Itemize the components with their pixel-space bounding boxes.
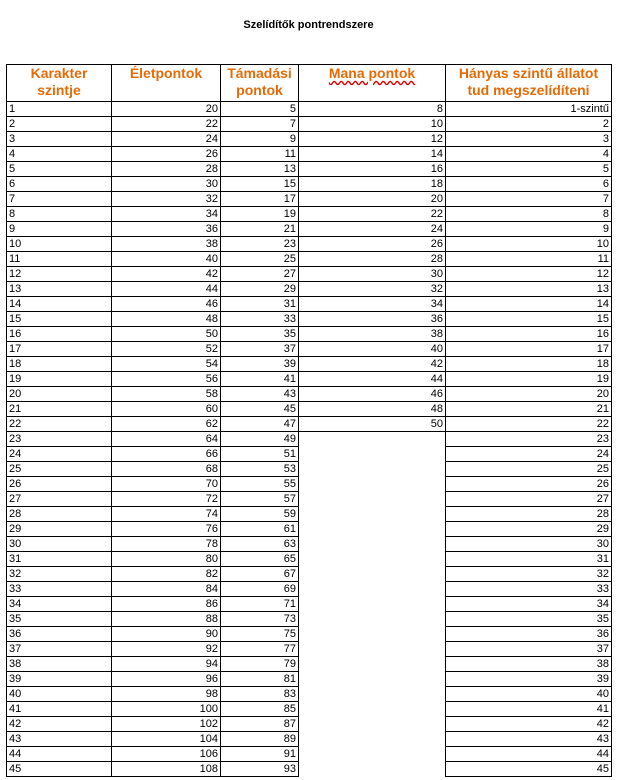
cell-mana: 20 <box>299 192 446 207</box>
cell-mana <box>299 657 446 672</box>
cell-tame: 5 <box>446 162 612 177</box>
table-row <box>7 177 612 192</box>
cell-tame: 24 <box>446 447 612 462</box>
cell-attack: 87 <box>221 717 299 732</box>
table-row <box>7 297 612 312</box>
header-tame: Hányas szintű állatot tud megszelídíteni <box>446 65 612 102</box>
cell-level: 25 <box>7 462 112 477</box>
cell-tame: 21 <box>446 402 612 417</box>
cell-level: 20 <box>7 387 112 402</box>
cell-attack: 79 <box>221 657 299 672</box>
cell-level: 23 <box>7 432 112 447</box>
cell-level: 36 <box>7 627 112 642</box>
cell-mana <box>299 522 446 537</box>
cell-hp: 104 <box>112 732 221 747</box>
cell-mana: 38 <box>299 327 446 342</box>
cell-attack: 25 <box>221 252 299 267</box>
cell-tame: 20 <box>446 387 612 402</box>
cell-hp: 62 <box>112 417 221 432</box>
table-row <box>7 672 612 687</box>
cell-tame: 4 <box>446 147 612 162</box>
cell-level: 2 <box>7 117 112 132</box>
cell-mana <box>299 597 446 612</box>
table-row <box>7 642 612 657</box>
cell-attack: 31 <box>221 297 299 312</box>
points-table <box>6 64 612 777</box>
cell-mana <box>299 507 446 522</box>
table-row <box>7 357 612 372</box>
cell-attack: 71 <box>221 597 299 612</box>
cell-hp: 100 <box>112 702 221 717</box>
cell-attack: 61 <box>221 522 299 537</box>
cell-tame: 40 <box>446 687 612 702</box>
table-row <box>7 567 612 582</box>
cell-mana: 44 <box>299 372 446 387</box>
cell-attack: 35 <box>221 327 299 342</box>
table-row <box>7 342 612 357</box>
cell-level: 41 <box>7 702 112 717</box>
table-row <box>7 447 612 462</box>
cell-mana <box>299 627 446 642</box>
cell-hp: 42 <box>112 267 221 282</box>
table-row <box>7 432 612 447</box>
cell-level: 12 <box>7 267 112 282</box>
cell-level: 42 <box>7 717 112 732</box>
table-row <box>7 372 612 387</box>
cell-hp: 108 <box>112 762 221 777</box>
cell-attack: 81 <box>221 672 299 687</box>
cell-level: 1 <box>7 102 112 117</box>
cell-attack: 7 <box>221 117 299 132</box>
cell-attack: 17 <box>221 192 299 207</box>
cell-tame: 43 <box>446 732 612 747</box>
cell-mana <box>299 612 446 627</box>
cell-mana <box>299 432 446 447</box>
cell-mana: 46 <box>299 387 446 402</box>
cell-tame: 12 <box>446 267 612 282</box>
table-row <box>7 207 612 222</box>
cell-tame: 2 <box>446 117 612 132</box>
cell-hp: 78 <box>112 537 221 552</box>
cell-hp: 56 <box>112 372 221 387</box>
table-row <box>7 132 612 147</box>
cell-hp: 36 <box>112 222 221 237</box>
cell-hp: 82 <box>112 567 221 582</box>
cell-attack: 39 <box>221 357 299 372</box>
cell-mana: 30 <box>299 267 446 282</box>
header-level: Karakter szintje <box>7 65 112 102</box>
table-row <box>7 402 612 417</box>
table-row <box>7 162 612 177</box>
cell-level: 40 <box>7 687 112 702</box>
cell-attack: 69 <box>221 582 299 597</box>
cell-hp: 96 <box>112 672 221 687</box>
cell-tame: 6 <box>446 177 612 192</box>
header-attack: Támadási pontok <box>221 65 299 102</box>
cell-hp: 60 <box>112 402 221 417</box>
table-row <box>7 102 612 117</box>
table-row <box>7 282 612 297</box>
cell-tame: 25 <box>446 462 612 477</box>
cell-level: 18 <box>7 357 112 372</box>
cell-attack: 91 <box>221 747 299 762</box>
cell-attack: 67 <box>221 567 299 582</box>
cell-attack: 45 <box>221 402 299 417</box>
cell-tame: 7 <box>446 192 612 207</box>
cell-hp: 46 <box>112 297 221 312</box>
table-row <box>7 507 612 522</box>
cell-hp: 50 <box>112 327 221 342</box>
cell-level: 45 <box>7 762 112 777</box>
cell-mana <box>299 462 446 477</box>
table-row <box>7 552 612 567</box>
table-row <box>7 117 612 132</box>
cell-tame: 9 <box>446 222 612 237</box>
cell-attack: 23 <box>221 237 299 252</box>
cell-mana <box>299 582 446 597</box>
table-row <box>7 537 612 552</box>
cell-tame: 26 <box>446 477 612 492</box>
cell-hp: 26 <box>112 147 221 162</box>
table-row <box>7 762 612 777</box>
cell-attack: 37 <box>221 342 299 357</box>
cell-attack: 51 <box>221 447 299 462</box>
cell-tame: 44 <box>446 747 612 762</box>
cell-hp: 34 <box>112 207 221 222</box>
cell-hp: 54 <box>112 357 221 372</box>
cell-hp: 64 <box>112 432 221 447</box>
cell-level: 39 <box>7 672 112 687</box>
cell-hp: 76 <box>112 522 221 537</box>
cell-level: 6 <box>7 177 112 192</box>
cell-level: 13 <box>7 282 112 297</box>
cell-hp: 92 <box>112 642 221 657</box>
cell-tame: 14 <box>446 297 612 312</box>
cell-attack: 13 <box>221 162 299 177</box>
table-row <box>7 747 612 762</box>
table-row <box>7 192 612 207</box>
cell-hp: 32 <box>112 192 221 207</box>
table-body <box>7 102 612 777</box>
table-row <box>7 597 612 612</box>
cell-tame: 11 <box>446 252 612 267</box>
cell-level: 10 <box>7 237 112 252</box>
cell-tame: 41 <box>446 702 612 717</box>
cell-hp: 68 <box>112 462 221 477</box>
table-row <box>7 522 612 537</box>
table-row <box>7 222 612 237</box>
cell-level: 35 <box>7 612 112 627</box>
table-row <box>7 657 612 672</box>
cell-mana <box>299 687 446 702</box>
cell-attack: 59 <box>221 507 299 522</box>
table-row <box>7 387 612 402</box>
cell-level: 34 <box>7 597 112 612</box>
cell-attack: 83 <box>221 687 299 702</box>
table-row <box>7 312 612 327</box>
cell-level: 8 <box>7 207 112 222</box>
cell-tame: 15 <box>446 312 612 327</box>
cell-mana <box>299 642 446 657</box>
cell-mana: 22 <box>299 207 446 222</box>
cell-attack: 41 <box>221 372 299 387</box>
cell-mana: 8 <box>299 102 446 117</box>
cell-tame: 17 <box>446 342 612 357</box>
cell-tame: 32 <box>446 567 612 582</box>
cell-level: 24 <box>7 447 112 462</box>
cell-mana: 32 <box>299 282 446 297</box>
cell-hp: 94 <box>112 657 221 672</box>
cell-attack: 21 <box>221 222 299 237</box>
header-mana <box>299 65 446 102</box>
cell-attack: 75 <box>221 627 299 642</box>
table-row <box>7 252 612 267</box>
cell-mana <box>299 447 446 462</box>
cell-mana <box>299 762 446 777</box>
cell-tame: 39 <box>446 672 612 687</box>
cell-mana <box>299 702 446 717</box>
cell-attack: 93 <box>221 762 299 777</box>
cell-tame: 18 <box>446 357 612 372</box>
cell-attack: 65 <box>221 552 299 567</box>
cell-attack: 85 <box>221 702 299 717</box>
cell-hp: 88 <box>112 612 221 627</box>
cell-level: 32 <box>7 567 112 582</box>
cell-tame: 28 <box>446 507 612 522</box>
cell-attack: 19 <box>221 207 299 222</box>
cell-mana: 26 <box>299 237 446 252</box>
cell-level: 38 <box>7 657 112 672</box>
table-row <box>7 627 612 642</box>
cell-level: 44 <box>7 747 112 762</box>
cell-attack: 11 <box>221 147 299 162</box>
cell-tame: 29 <box>446 522 612 537</box>
cell-tame: 42 <box>446 717 612 732</box>
table-row <box>7 717 612 732</box>
cell-hp: 80 <box>112 552 221 567</box>
cell-mana: 48 <box>299 402 446 417</box>
cell-mana: 16 <box>299 162 446 177</box>
cell-attack: 89 <box>221 732 299 747</box>
cell-level: 43 <box>7 732 112 747</box>
cell-hp: 84 <box>112 582 221 597</box>
cell-attack: 57 <box>221 492 299 507</box>
table-row <box>7 732 612 747</box>
cell-level: 33 <box>7 582 112 597</box>
cell-tame: 19 <box>446 372 612 387</box>
cell-level: 22 <box>7 417 112 432</box>
cell-hp: 106 <box>112 747 221 762</box>
cell-mana: 42 <box>299 357 446 372</box>
cell-mana: 40 <box>299 342 446 357</box>
cell-mana: 12 <box>299 132 446 147</box>
cell-level: 28 <box>7 507 112 522</box>
cell-mana <box>299 477 446 492</box>
cell-attack: 77 <box>221 642 299 657</box>
cell-attack: 9 <box>221 132 299 147</box>
cell-tame: 13 <box>446 282 612 297</box>
table-row <box>7 237 612 252</box>
cell-tame: 37 <box>446 642 612 657</box>
header-row <box>7 65 612 102</box>
cell-tame: 30 <box>446 537 612 552</box>
cell-level: 15 <box>7 312 112 327</box>
cell-mana: 36 <box>299 312 446 327</box>
cell-level: 21 <box>7 402 112 417</box>
cell-tame: 38 <box>446 657 612 672</box>
cell-level: 29 <box>7 522 112 537</box>
cell-hp: 66 <box>112 447 221 462</box>
cell-tame: 23 <box>446 432 612 447</box>
cell-hp: 70 <box>112 477 221 492</box>
cell-mana <box>299 567 446 582</box>
cell-level: 7 <box>7 192 112 207</box>
cell-level: 19 <box>7 372 112 387</box>
cell-tame: 1-szintű <box>446 102 612 117</box>
cell-attack: 33 <box>221 312 299 327</box>
cell-tame: 16 <box>446 327 612 342</box>
cell-level: 4 <box>7 147 112 162</box>
table-row <box>7 327 612 342</box>
cell-attack: 63 <box>221 537 299 552</box>
table-row <box>7 267 612 282</box>
cell-hp: 74 <box>112 507 221 522</box>
cell-level: 5 <box>7 162 112 177</box>
cell-hp: 102 <box>112 717 221 732</box>
table-row <box>7 147 612 162</box>
cell-mana <box>299 672 446 687</box>
cell-level: 16 <box>7 327 112 342</box>
cell-hp: 30 <box>112 177 221 192</box>
cell-tame: 27 <box>446 492 612 507</box>
table-row <box>7 582 612 597</box>
cell-mana: 18 <box>299 177 446 192</box>
cell-mana: 34 <box>299 297 446 312</box>
cell-tame: 45 <box>446 762 612 777</box>
cell-level: 26 <box>7 477 112 492</box>
cell-attack: 49 <box>221 432 299 447</box>
cell-attack: 55 <box>221 477 299 492</box>
cell-hp: 48 <box>112 312 221 327</box>
cell-level: 17 <box>7 342 112 357</box>
cell-mana <box>299 732 446 747</box>
table-row <box>7 702 612 717</box>
cell-level: 11 <box>7 252 112 267</box>
cell-mana <box>299 492 446 507</box>
cell-hp: 52 <box>112 342 221 357</box>
cell-mana: 24 <box>299 222 446 237</box>
cell-tame: 31 <box>446 552 612 567</box>
cell-attack: 73 <box>221 612 299 627</box>
cell-level: 31 <box>7 552 112 567</box>
cell-mana: 28 <box>299 252 446 267</box>
cell-tame: 22 <box>446 417 612 432</box>
cell-mana <box>299 747 446 762</box>
cell-tame: 3 <box>446 132 612 147</box>
cell-mana: 14 <box>299 147 446 162</box>
cell-attack: 47 <box>221 417 299 432</box>
cell-hp: 44 <box>112 282 221 297</box>
cell-attack: 43 <box>221 387 299 402</box>
cell-attack: 29 <box>221 282 299 297</box>
cell-mana: 50 <box>299 417 446 432</box>
cell-hp: 24 <box>112 132 221 147</box>
header-mana-label: Mana pontok <box>328 65 416 81</box>
cell-level: 14 <box>7 297 112 312</box>
cell-mana <box>299 717 446 732</box>
table-row <box>7 477 612 492</box>
cell-attack: 53 <box>221 462 299 477</box>
cell-hp: 38 <box>112 237 221 252</box>
cell-tame: 10 <box>446 237 612 252</box>
cell-mana <box>299 537 446 552</box>
cell-mana <box>299 552 446 567</box>
cell-hp: 22 <box>112 117 221 132</box>
table-row <box>7 492 612 507</box>
table-row <box>7 687 612 702</box>
cell-level: 9 <box>7 222 112 237</box>
cell-tame: 35 <box>446 612 612 627</box>
cell-level: 27 <box>7 492 112 507</box>
cell-level: 3 <box>7 132 112 147</box>
document-title: Szelídítők pontrendszere <box>243 19 374 31</box>
cell-mana: 10 <box>299 117 446 132</box>
cell-hp: 98 <box>112 687 221 702</box>
cell-hp: 58 <box>112 387 221 402</box>
cell-attack: 5 <box>221 102 299 117</box>
cell-hp: 86 <box>112 597 221 612</box>
cell-hp: 90 <box>112 627 221 642</box>
cell-tame: 36 <box>446 627 612 642</box>
cell-attack: 15 <box>221 177 299 192</box>
cell-tame: 34 <box>446 597 612 612</box>
cell-level: 30 <box>7 537 112 552</box>
table-row <box>7 462 612 477</box>
cell-hp: 28 <box>112 162 221 177</box>
header-hp: Életpontok <box>112 65 221 102</box>
cell-hp: 72 <box>112 492 221 507</box>
cell-tame: 33 <box>446 582 612 597</box>
cell-tame: 8 <box>446 207 612 222</box>
table-row <box>7 417 612 432</box>
cell-hp: 40 <box>112 252 221 267</box>
table-row <box>7 612 612 627</box>
cell-level: 37 <box>7 642 112 657</box>
cell-attack: 27 <box>221 267 299 282</box>
cell-hp: 20 <box>112 102 221 117</box>
